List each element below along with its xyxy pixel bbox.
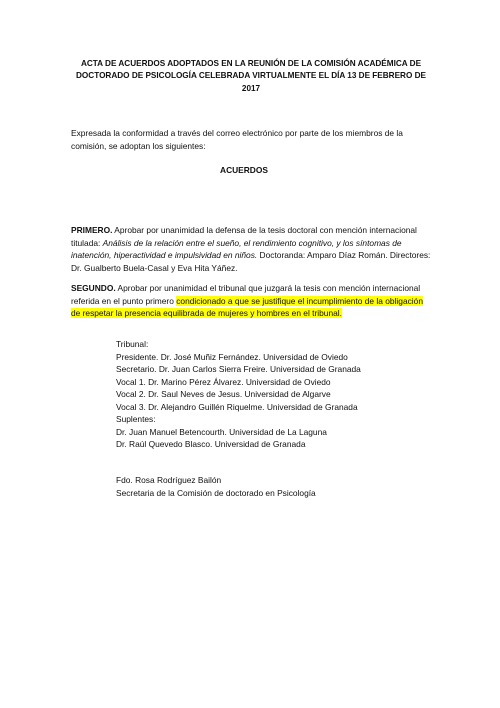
tribunal-member: Vocal 2. Dr. Saul Neves de Jesus. Universidad de Algarve — [116, 389, 331, 399]
signatory-name: Fdo. Rosa Rodríguez Bailón — [116, 475, 222, 485]
thesis-title: Análisis de la relación entre el sueño, el rendimiento cognitivo, y los síntomas de inatención, hiperactividad e impulsividad en niños. — [71, 237, 402, 260]
segundo-text-1: Aprobar por unanimidad el tribunal que juzgará la tesis con mención internacional referida en el punto primero — [71, 283, 421, 306]
primero-text-2: Doctoranda: Amparo Díaz Román. Directores: Dr. Gualberto Buela-Casal y Eva Hita Yáñez. — [71, 250, 431, 273]
acuerdos-heading: ACUERDOS — [220, 165, 268, 175]
suplente-member: Dr. Juan Manuel Betencourth. Universidad de La Laguna — [116, 426, 327, 437]
tribunal-member: Secretario. Dr. Juan Carlos Sierra Freire. Universidad de Granada — [116, 364, 361, 374]
segundo-highlighted-condition: condicionado a que se justifique el incumplimiento de la obligación de respetar la presencia equilibrada de mujeres y hombres en el tribunal. — [71, 295, 423, 318]
primero-lead: PRIMERO. — [71, 225, 113, 235]
signatory-role: Secretaria de la Comisión de doctorado en Psicología — [116, 487, 316, 498]
primero-text-1: Aprobar por unanimidad la defensa de la tesis doctoral con mención internacional titulada: — [71, 225, 417, 248]
tribunal-member: Presidente. Dr. José Muñiz Fernández. Universidad de Oviedo — [116, 351, 348, 362]
agreement-segundo — [71, 282, 431, 320]
tribunal-member: Vocal 1. Dr. Marino Pérez Álvarez. Universidad de Oviedo — [116, 376, 331, 387]
signature-block — [116, 474, 446, 499]
segundo-lead: SEGUNDO. — [71, 283, 116, 293]
suplente-member: Dr. Raúl Quevedo Blasco. Universidad de Granada — [116, 439, 306, 449]
tribunal-heading: Tribunal: — [116, 339, 149, 349]
agreement-primero — [71, 224, 431, 274]
intro-paragraph: Expresada la conformidad a través del correo electrónico por parte de los miembros de la comisión, se adoptan los siguientes: — [71, 128, 403, 151]
suplentes-heading: Suplentes: — [116, 414, 156, 424]
document-title: ACTA DE ACUERDOS ADOPTADOS EN LA REUNIÓN DE LA COMISIÓN ACADÉMICA DE DOCTORADO DE PSICOLOGÍA CELEBRADA VIRTUALMENTE EL DÍA 13 DE FEBRERO DE 2017 — [76, 59, 426, 93]
tribunal-member: Vocal 3. Dr. Alejandro Guillén Riquelme. Universidad de Granada — [116, 401, 358, 412]
tribunal-list — [116, 338, 446, 451]
